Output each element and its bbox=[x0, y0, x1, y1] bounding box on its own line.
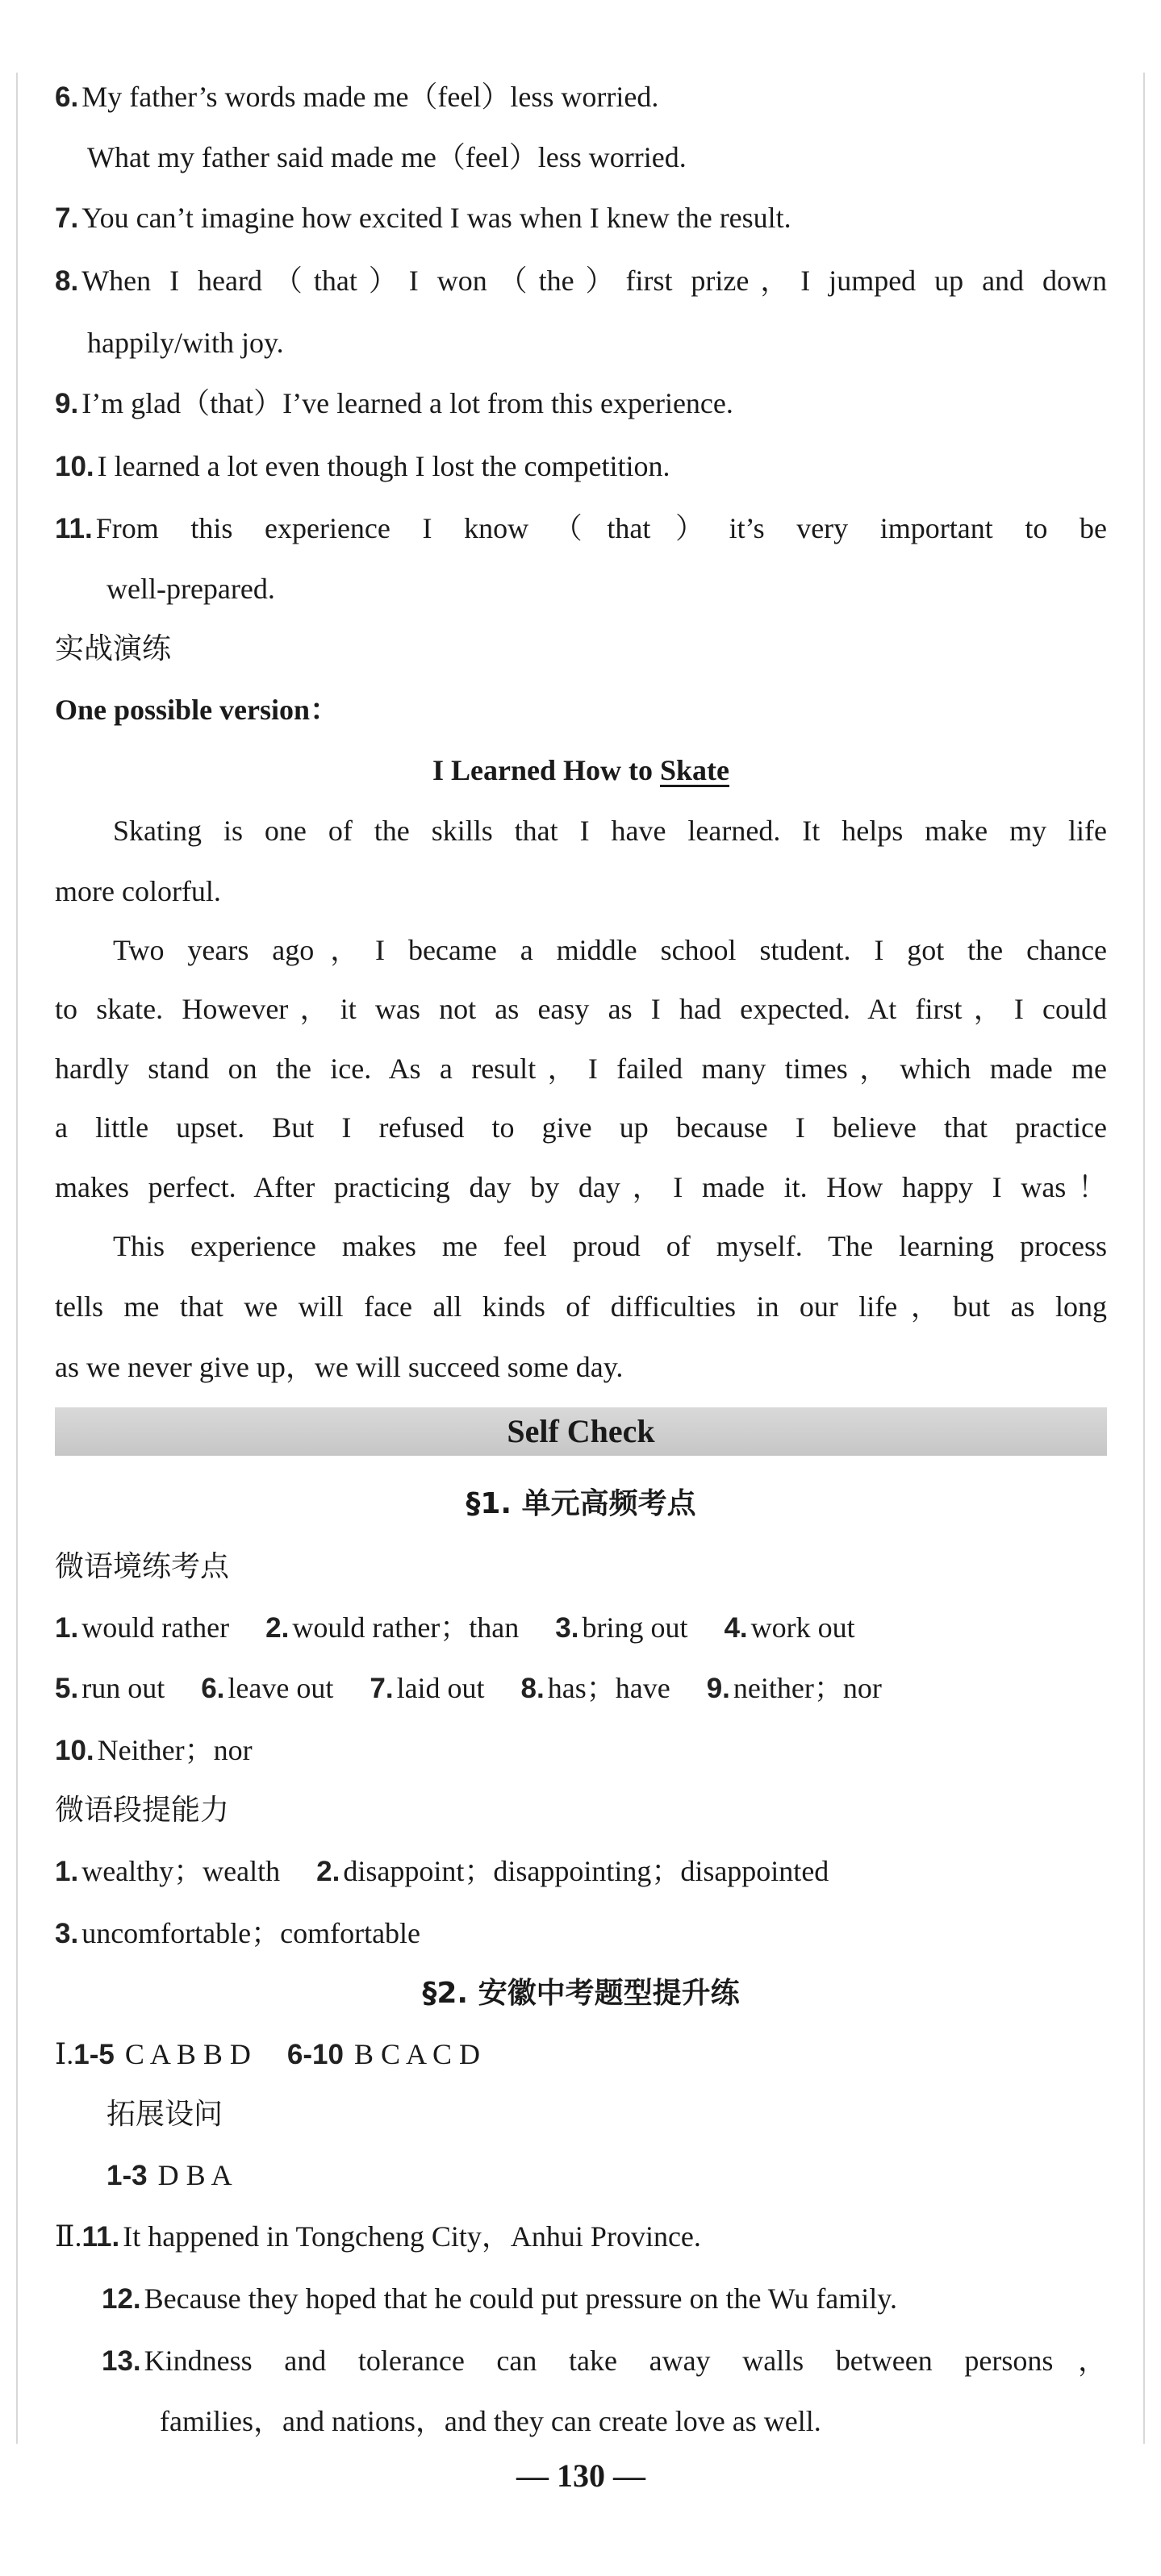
part2-item-13: 13. Kindness and tolerance can take away walls between persons， bbox=[102, 2345, 1107, 2377]
essay-line: more colorful. bbox=[55, 875, 221, 907]
extension-heading: 拓展设问 bbox=[106, 2098, 223, 2131]
practice-heading: 实战演练 bbox=[55, 632, 172, 665]
essay-title-underlined-word: Skate bbox=[659, 754, 729, 786]
subheading-micro-paragraph: 微语段提能力 bbox=[55, 1794, 230, 1827]
sentence-8-cont: happily/with joy. bbox=[87, 327, 284, 359]
essay-line: hardly stand on the ice. As a result，I failed many times，which made me bbox=[55, 1052, 1107, 1085]
essay-line: Two years ago，I became a middle school student. I got the chance bbox=[113, 934, 1107, 966]
part2-item-12: 12. Because they hoped that he could put pressure on the Wu family. bbox=[102, 2282, 897, 2315]
answer-row: 1. would rather 2. would rather；than 3. bring out 4. work out bbox=[55, 1611, 855, 1644]
answer-row: 3. uncomfortable；comfortable bbox=[55, 1917, 421, 1949]
answer-row: 5. run out 6. leave out 7. laid out 8. has；have 9. neither；nor bbox=[55, 1672, 882, 1704]
essay-line: a little upset. But I refused to give up because I believe that practice bbox=[55, 1111, 1107, 1144]
page-edge-left bbox=[16, 73, 18, 2444]
answer-row: 1. wealthy；wealth 2. disappoint；disappointing；disappointed bbox=[55, 1855, 829, 1887]
essay-line: as we never give up，we will succeed some day. bbox=[55, 1351, 624, 1383]
section1-title: §1. 单元高频考点 bbox=[466, 1487, 696, 1520]
page-number: — 130 — bbox=[516, 2457, 645, 2494]
essay-line: makes perfect. After practicing day by day，I made it. How happy I was！ bbox=[55, 1171, 1107, 1203]
self-check-banner: Self Check bbox=[55, 1407, 1107, 1456]
essay-line: Skating is one of the skills that I have learned. It helps make my life bbox=[113, 815, 1107, 847]
sentence-7: 7. You can’t imagine how excited I was when I knew the result. bbox=[55, 202, 791, 234]
part1-answers: Ⅰ.1-5 C A B B D 6-10 B C A C D bbox=[55, 2038, 481, 2070]
sentence-8: 8. When I heard（that）I won（the）first prize，I jumped up and down bbox=[55, 265, 1107, 297]
sentence-11: 11. From this experience I know（that）it’s very important to be bbox=[55, 512, 1107, 544]
sentence-10: 10. I learned a lot even though I lost the competition. bbox=[55, 450, 670, 482]
essay-line: This experience makes me feel proud of myself. The learning process bbox=[113, 1230, 1107, 1262]
version-label: One possible version： bbox=[55, 694, 340, 726]
sentence-11-cont: well-prepared. bbox=[106, 573, 275, 605]
essay-title: I Learned How to Skate bbox=[432, 754, 729, 786]
sentence-6-alt: What my father said made me（feel）less worried. bbox=[87, 141, 687, 173]
page-edge-right bbox=[1143, 73, 1145, 2444]
part2-item-11: Ⅱ.11. It happened in Tongcheng City，Anhui Province. bbox=[55, 2220, 701, 2253]
section2-title: §2. 安徽中考题型提升练 bbox=[422, 1977, 740, 2010]
sentence-9: 9. I’m glad（that）I’ve learned a lot from this experience. bbox=[55, 387, 733, 419]
subheading-micro-context: 微语境练考点 bbox=[55, 1550, 230, 1583]
extension-answers: 1-3 D B A bbox=[106, 2159, 232, 2191]
essay-line: tells me that we will face all kinds of difficulties in our life，but as long bbox=[55, 1290, 1107, 1323]
answer-row: 10. Neither；nor bbox=[55, 1734, 253, 1766]
sentence-6: 6. My father’s words made me（feel）less worried. bbox=[55, 81, 659, 113]
part2-item-13-cont: families，and nations，and they can create love as well. bbox=[160, 2405, 821, 2437]
essay-line: to skate. However，it was not as easy as I had expected. At first，I could bbox=[55, 993, 1107, 1025]
